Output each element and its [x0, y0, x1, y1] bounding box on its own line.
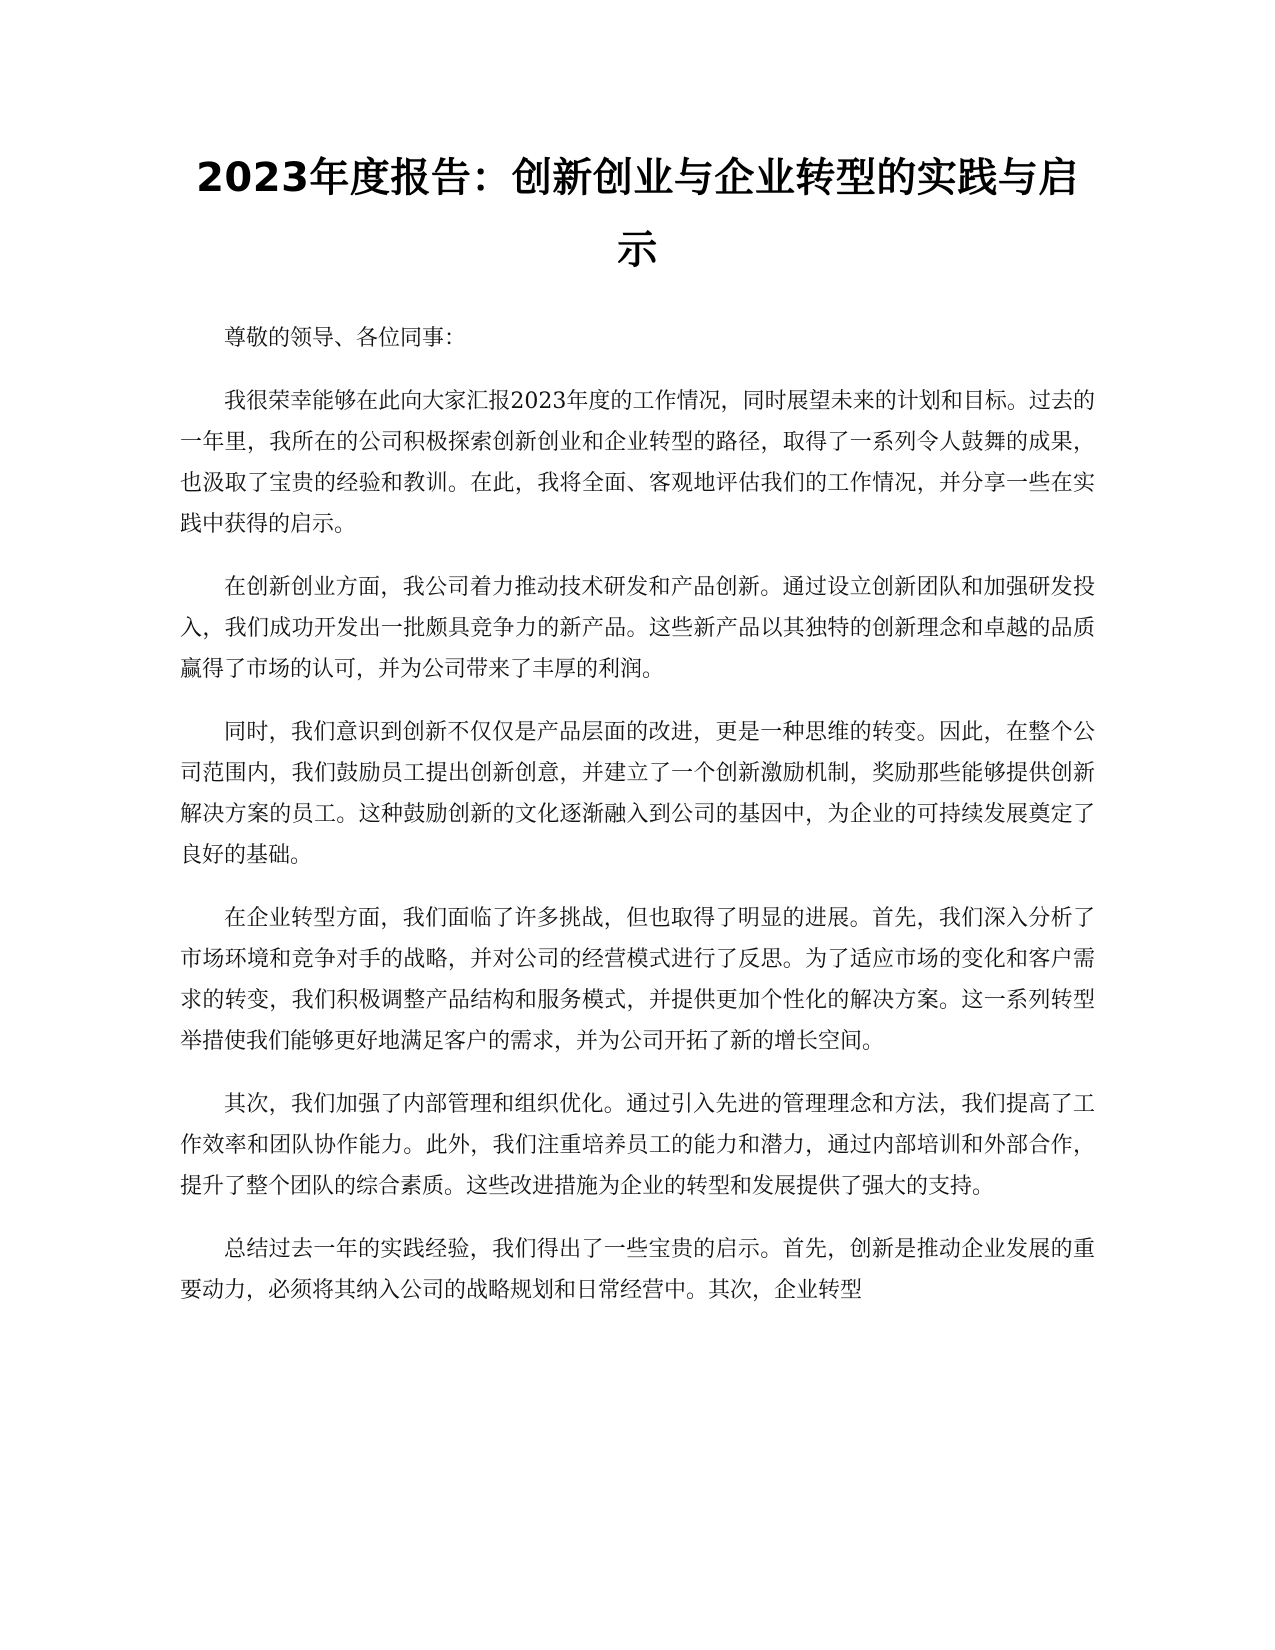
summary-paragraph: 总结过去一年的实践经验，我们得出了一些宝贵的启示。首先，创新是推动企业发展的重要动力，必须将其纳入公司的战略规划和日常经营中。其次，企业转型: [180, 1237, 1095, 1303]
management-paragraph: 其次，我们加强了内部管理和组织优化。通过引入先进的管理理念和方法，我们提高了工作效率和团队协作能力。此外，我们注重培养员工的能力和潜力，通过内部培训和外部合作，提升了整个团队的综合素质。这些改进措施为企业的转型和发展提供了强大的支持。: [180, 1092, 1095, 1199]
document-title: 2023年度报告：创新创业与企业转型的实践与启示: [196, 155, 1079, 273]
document-body: [180, 318, 1095, 1333]
salutation-paragraph: 尊敬的领导、各位同事：: [224, 326, 467, 351]
innovation-paragraph: 在创新创业方面，我公司着力推动技术研发和产品创新。通过设立创新团队和加强研发投入，我们成功开发出一批颇具竞争力的新产品。这些新产品以其独特的创新理念和卓越的品质赢得了市场的认可，并为公司带来了丰厚的利润。: [180, 575, 1095, 682]
culture-paragraph: 同时，我们意识到创新不仅仅是产品层面的改进，更是一种思维的转变。因此，在整个公司范围内，我们鼓励员工提出创新创意，并建立了一个创新激励机制，奖励那些能够提供创新解决方案的员工。这种鼓励创新的文化逐渐融入到公司的基因中，为企业的可持续发展奠定了良好的基础。: [180, 720, 1095, 868]
transformation-paragraph: 在企业转型方面，我们面临了许多挑战，但也取得了明显的进展。首先，我们深入分析了市场环境和竞争对手的战略，并对公司的经营模式进行了反思。为了适应市场的变化和客户需求的转变，我们积极调整产品结构和服务模式，并提供更加个性化的解决方案。这一系列转型举措使我们能够更好地满足客户的需求，并为公司开拓了新的增长空间。: [180, 906, 1095, 1054]
intro-paragraph: 我很荣幸能够在此向大家汇报2023年度的工作情况，同时展望未来的计划和目标。过去的一年里，我所在的公司积极探索创新创业和企业转型的路径，取得了一系列令人鼓舞的成果，也汲取了宝贵的经验和教训。在此，我将全面、客观地评估我们的工作情况，并分享一些在实践中获得的启示。: [180, 389, 1095, 537]
